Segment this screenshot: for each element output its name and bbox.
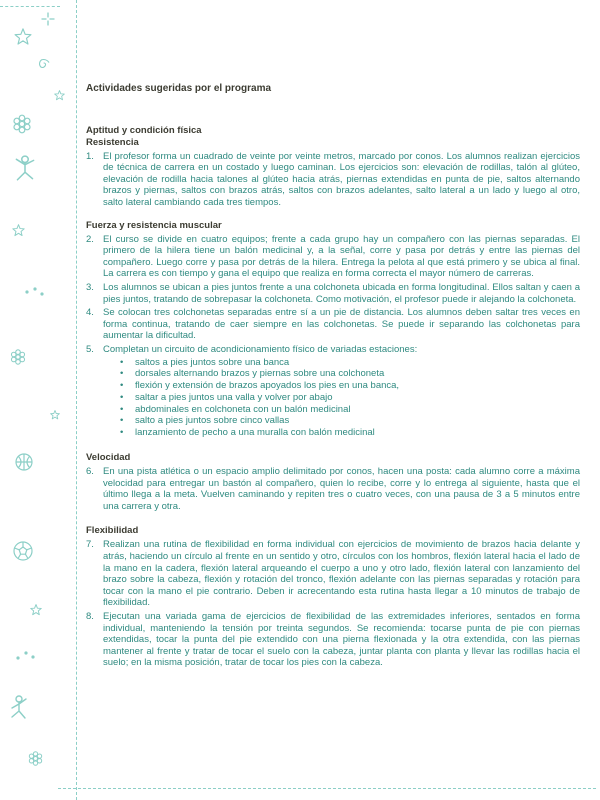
numbered-item-2 [86,234,580,280]
item-number: 6. [86,466,94,478]
bottom-dashed-line [58,788,596,789]
star-icon [30,604,42,616]
bullet-item: • saltos a pies juntos sobre una banca [120,357,580,369]
flower-icon [9,348,27,366]
item-number: 3. [86,281,94,293]
numbered-item-5 [86,344,580,356]
numbered-item-8 [86,611,580,669]
item-text: Los alumnos se ubican a pies juntos frente a una colchoneta ubicada en forma longitudinal. Ellos saltan y caen a pies juntos, tratando de sobrepasar la colchoneta. Como motivación, el profesor puede ir alejando la colchoneta. [103,281,580,305]
left-dashed-line [76,0,77,800]
subsection-heading-fuerza: Fuerza y resistencia muscular [86,219,222,231]
item-text: Se colocan tres colchonetas separadas entre sí a un pie de distancia. Los alumnos deben saltar tres veces en forma continua, tratando de caer siempre en las colchonetas. Se puede ir separando las colchonetas para aumentar la dificultad. [103,307,580,342]
bullet-item: • saltar a pies juntos una valla y volver por abajo [120,392,580,404]
bullet-item: • abdominales en colchoneta con un balón medicinal [120,404,580,416]
station-bullet-list [120,357,580,440]
bullet-item: • lanzamiento de pecho a una muralla con balón medicinal [120,427,580,439]
numbered-item-4 [86,307,580,342]
jumping-figure-icon [7,695,31,721]
numbered-item-3 [86,282,580,305]
jumping-figure-icon [12,155,38,183]
item-number: 2. [86,233,94,245]
small-star-icon [50,410,60,420]
subsection-heading-flexibilidad: Flexibilidad [86,525,139,537]
bullet-item: • salto a pies juntos sobre cinco vallas [120,415,580,427]
item-text: Ejecutan una variada gama de ejercicios de flexibilidad de las extremidades inferiores, sentados en forma individual, manteniendo la tensión por treinta segundos. Se recomienda: tocarse punta de pie con piernas extendidas, tocar la punta del pie extendido con una pierna flexionada y la otra extendida, con las piernas mantener al frente y tratar de tocar el suelo con la cabeza, juntar planta con planta y llevar las rodillas hacia el suelo; en la misma posición, tratar de tocar los pies con la cabeza. [103,611,580,669]
item-number: 4. [86,307,94,319]
sparkle-icon [40,12,56,26]
bullet-item: • flexión y extensión de brazos apoyados los pies en una banca, [120,380,580,392]
page-title: Actividades sugeridas por el programa [86,83,272,94]
subsection-heading-velocidad: Velocidad [86,452,131,464]
flower-icon [27,750,44,767]
top-dashed-line [0,6,60,7]
item-number: 1. [86,150,94,162]
item-text: En una pista atlética o un espacio amplio delimitado por conos, hacen una posta: cada alumno corre a máxima velocidad para entregar un bastón al compañero, quien lo recibe, corre y lo entrega al siguiente, hasta que el último llega a la meta. Vuelven caminando y repiten tres o cuatro veces, con una pausa de 3 a 5 minutos entre una carrera y otra. [103,466,580,512]
star-icon [14,28,32,46]
flower-icon [11,113,33,135]
item-text: El profesor forma un cuadrado de veinte por veinte metros, marcado por conos. Los alumnos realizan ejercicios de técnica de carrera en un costado y luego caminan. Los ejercicios son: elevación de rodillas, talón al glúteo, elevación de rodilla hacia talones al glúteo hacia atrás, piernas extendidas en punta de pie, saltos alternando brazos y piernas, saltos con brazos atrás, saltos con brazos adelantes, salto lateral a un lado y luego al otro, salto lateral cambiando cada tres tiempos. [103,150,580,208]
numbered-item-7 [86,539,580,609]
bullet-item: • dorsales alternando brazos y piernas sobre una colchoneta [120,368,580,380]
item-number: 7. [86,539,94,551]
soccer-ball-icon [12,540,34,562]
numbered-item-6 [86,466,580,512]
dots-icon [14,650,36,662]
item-text: Realizan una rutina de flexibilidad en forma individual con ejercicios de movimiento de brazos hacia delante y atrás, haciendo un círculo al frente en un sentido y otro, círculos con los hombros, flexión lateral hacia el lado de la mano en la cadera, flexión lateral arqueando el cuerpo a uno y otro lado, flexión lateral con lanzamiento del brazo sobre la cabeza, flexión y rotación del tronco, flexión adelante con las piernas separadas y rotación para tocar con la mano el pie contrario. Deben ir acrecentando esta rutina hasta llegar a 10 minutos de trabajo de flexibilidad. [103,539,580,609]
spiral-icon [36,55,52,71]
star-icon [12,224,25,237]
small-star-icon [54,90,65,101]
numbered-item-1 [86,151,580,209]
basketball-icon [14,452,34,472]
item-number: 5. [86,343,94,355]
document-content [86,83,580,669]
subsection-heading-resistencia: Resistencia [86,136,139,148]
section-heading-aptitud: Aptitud y condición física [86,124,202,136]
dots-icon [24,286,46,298]
item-text: Completan un circuito de acondicionamiento físico de variadas estaciones: [103,343,418,355]
item-text: El curso se divide en cuatro equipos; frente a cada grupo hay un compañero con las piernas separadas. El primero de la hilera tiene un balón medicinal y, a la señal, corre y pasa por detrás y entre las piernas del compañero. Luego corre y pasa por detrás de la hilera. Entrega la pelota al que está primero y se ubica al final. La carrera es con tiempo y gana el equipo que realiza en forma correcta el mayor número de carreras. [103,233,580,280]
item-number: 8. [86,611,94,623]
